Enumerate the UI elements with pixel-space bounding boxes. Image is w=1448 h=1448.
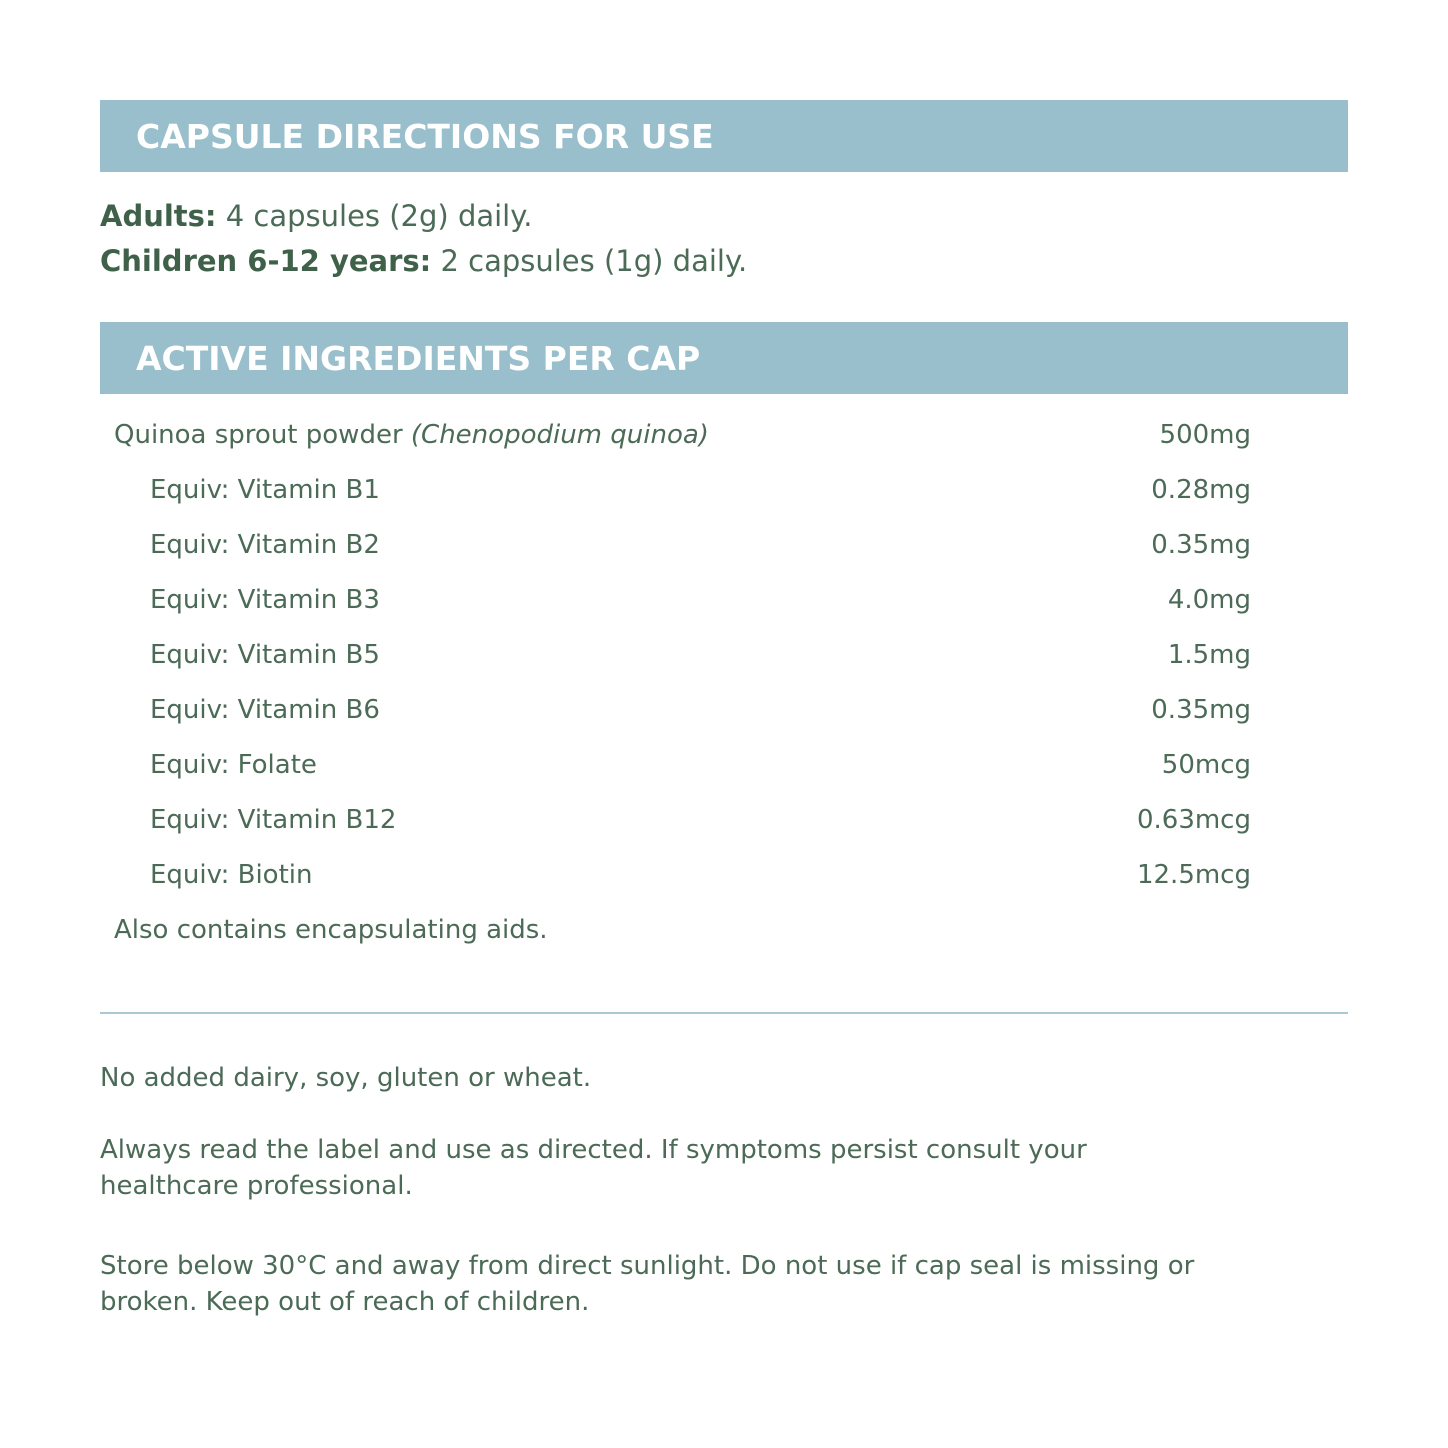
ingredient-row-main [114,407,1251,462]
ingredient-amount: 4.0mg [1167,584,1251,615]
children-label: Children 6-12 years: [100,244,432,278]
ingredient-amount: 0.28mg [1151,474,1251,505]
ingredient-common-name: Quinoa sprout powder [114,419,411,450]
ingredient-amount: 0.35mg [1151,694,1251,725]
ingredient-name: Equiv: Vitamin B12 [150,804,397,835]
notes-section [100,1060,1300,1320]
ingredient-name [114,420,709,450]
directions-section [100,194,747,284]
ingredients-header [100,322,1348,394]
ingredient-name: Equiv: Folate [150,749,317,780]
ingredient-amount: 1.5mg [1167,639,1251,670]
allergen-note: No added dairy, soy, gluten or wheat. [100,1063,592,1093]
also-contains-note: Also contains encapsulating aids. [114,914,548,945]
ingredient-row [114,517,1251,572]
ingredient-row [114,682,1251,737]
ingredient-row [114,627,1251,682]
ingredient-amount: 500mg [1159,419,1251,450]
ingredient-row [114,462,1251,517]
section-divider [100,1012,1348,1014]
ingredient-amount: 0.63mcg [1136,804,1251,835]
ingredient-name: Equiv: Vitamin B6 [150,694,380,725]
children-dosage [100,239,747,284]
ingredient-amount: 12.5mcg [1136,859,1251,890]
ingredient-row [114,737,1251,792]
adults-dosage [100,194,747,239]
directions-heading: CAPSULE DIRECTIONS FOR USE [136,116,714,156]
ingredients-table [114,407,1251,957]
ingredient-latin-name: (Chenopodium quinoa) [410,419,709,450]
label-warning-note: Always read the label and use as directed. If symptoms persist consult your healthcare professional. [100,1135,1087,1201]
ingredient-row [114,572,1251,627]
ingredient-name: Equiv: Biotin [150,859,313,890]
directions-header [100,100,1348,172]
ingredient-name: Equiv: Vitamin B5 [150,639,380,670]
ingredient-row [114,847,1251,902]
adults-label: Adults: [100,199,217,233]
ingredient-amount: 0.35mg [1151,529,1251,560]
ingredient-name: Equiv: Vitamin B3 [150,584,380,615]
ingredient-name: Equiv: Vitamin B1 [150,474,380,505]
ingredient-name: Equiv: Vitamin B2 [150,529,380,560]
children-text: 2 capsules (1g) daily. [431,244,748,278]
adults-text: 4 capsules (2g) daily. [216,199,533,233]
storage-note: Store below 30°C and away from direct sunlight. Do not use if cap seal is missing or broken. Keep out of reach of children. [100,1251,1195,1317]
ingredient-row [114,792,1251,847]
ingredients-heading: ACTIVE INGREDIENTS PER CAP [136,338,701,378]
ingredient-amount: 50mcg [1161,749,1251,780]
